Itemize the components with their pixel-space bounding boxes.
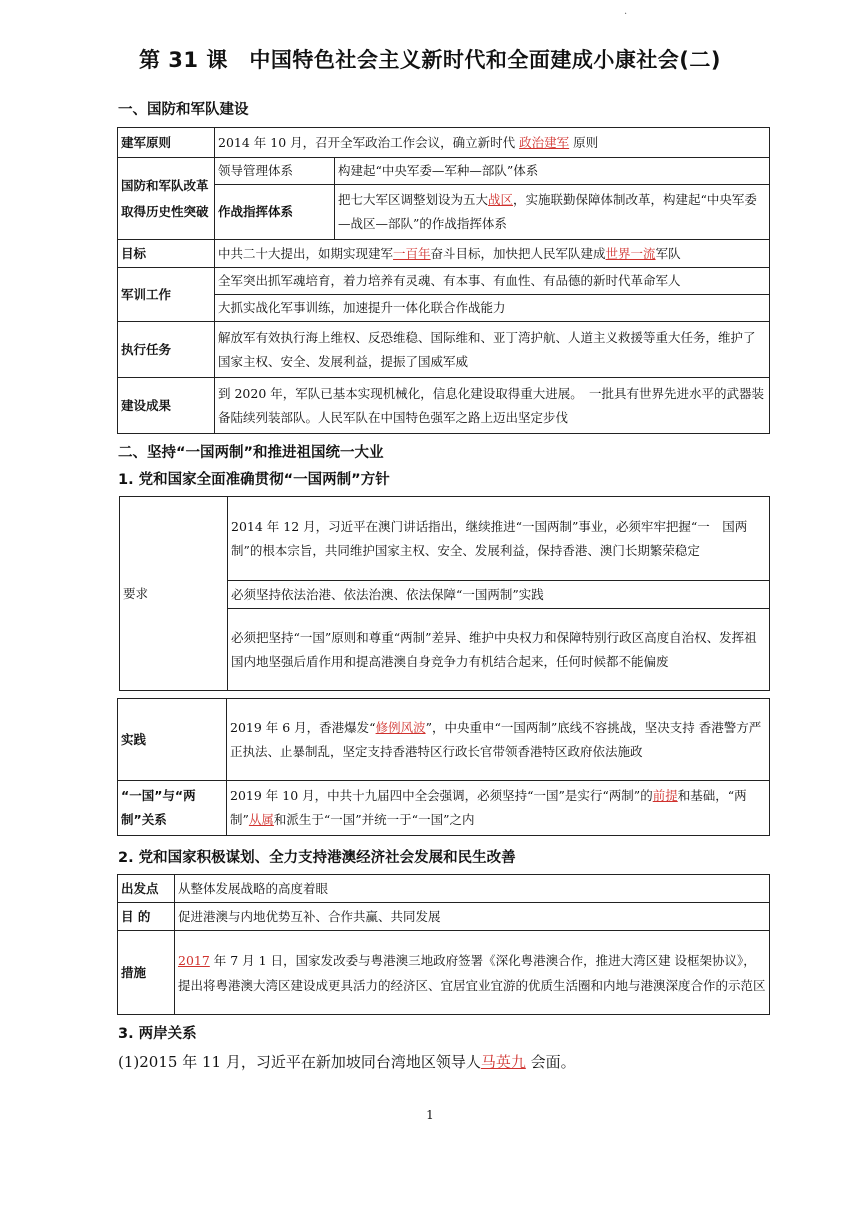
table-row	[118, 240, 770, 268]
row-label: 目 的	[118, 903, 175, 931]
table-row	[118, 322, 770, 378]
table-row	[118, 903, 770, 931]
row-content: 从整体发展战略的高度着眼	[175, 875, 770, 903]
defense-table	[117, 127, 770, 434]
table-row	[118, 378, 770, 434]
row-content: 必须坚持依法治港、依法治澳、依法保障“一国两制”实践	[228, 581, 770, 609]
key-term: 前提	[652, 788, 678, 803]
row-content: 促进港澳与内地优势互补、合作共赢、共同发展	[175, 903, 770, 931]
row-content: 中共二十大提出，如期实现建军一百年奋斗目标，加快把人民军队建成世界一流军队	[215, 240, 770, 268]
row-label: “一国”与“两制”关系	[118, 781, 227, 836]
row-content: 构建起“中央军委—军种—部队”体系	[335, 158, 770, 185]
row-content: 2017 年 7 月 1 日，国家发改委与粤港澳三地政府签署《深化粤港澳合作，推进大湾区建 设框架协议》，提出将粤港澳大湾区建设成更具活力的经济区、宜居宜业宜游的优质生活圈和内地与港澳深度合作的示范区	[175, 931, 770, 1015]
table-row	[118, 931, 770, 1015]
table-row	[118, 185, 770, 240]
table-row	[118, 128, 770, 158]
key-term: 政治建军	[519, 134, 570, 150]
key-term: 世界一流	[605, 245, 656, 261]
row-label: 目标	[118, 240, 215, 268]
row-label: 国防和军队改革取得历史性突破	[118, 158, 215, 240]
row-label: 实践	[118, 699, 227, 781]
row-content: 全军突出抓军魂培育，着力培养有灵魂、有本事、有血性、有品德的新时代革命军人	[215, 268, 770, 295]
key-term: 从属	[248, 812, 274, 827]
key-term: 战区	[488, 192, 514, 207]
row-content: 2014 年 12 月，习近平在澳门讲话指出，继续推进“一国两制”事业，必须牢牢把握“一 国两制”的根本宗旨，共同维护国家主权、安全、发展利益，保持香港、澳门长期繁荣稳定	[228, 497, 770, 581]
subsection3-heading: 3. 两岸关系	[118, 1026, 197, 1042]
section2-heading: 二、坚持“一国两制”和推进祖国统一大业	[118, 445, 384, 461]
row-label: 军训工作	[118, 268, 215, 322]
key-term: 马英九	[480, 1053, 526, 1071]
table-row	[118, 158, 770, 185]
requirements-table	[119, 496, 770, 691]
page-mark: .	[624, 6, 628, 17]
table-row	[118, 295, 770, 322]
lesson-title: 第 31 课 中国特色社会主义新时代和全面建成小康社会(二)	[138, 48, 722, 72]
table-row	[118, 699, 770, 781]
section1-heading: 一、国防和军队建设	[118, 102, 249, 118]
key-term: 一百年	[393, 245, 431, 261]
row-content: 2019 年 10 月，中共十九届四中全会强调，必须坚持“一国”是实行“两制”的前提和基础，“两制”从属和派生于“一国”并统一于“一国”之内	[227, 781, 770, 836]
row-content: 到 2020 年，军队已基本实现机械化，信息化建设取得重大进展。 一批具有世界先进水平的武器装备陆续列装部队。人民军队在中国特色强军之路上迈出坚定步伐	[215, 378, 770, 434]
row-label: 出发点	[118, 875, 175, 903]
table-row	[120, 497, 770, 581]
table-row	[118, 875, 770, 903]
sub-label: 领导管理体系	[215, 158, 335, 185]
hk-macao-table	[117, 874, 770, 1015]
table-row	[118, 781, 770, 836]
practice-table	[117, 698, 770, 836]
row-label: 建设成果	[118, 378, 215, 434]
row-content: 2014 年 10 月，召开全军政治工作会议，确立新时代 政治建军 原则	[215, 128, 770, 158]
key-term: 2017	[178, 952, 210, 968]
key-term: 修例风波	[375, 719, 426, 735]
row-label: 执行任务	[118, 322, 215, 378]
subsection2-heading: 2. 党和国家积极谋划、全力支持港澳经济社会发展和民生改善	[118, 850, 516, 866]
sub-label: 作战指挥体系	[215, 185, 335, 240]
row-label: 要求	[120, 497, 228, 691]
row-content: 2019 年 6 月，香港爆发“修例风波”，中央重申“一国两制”底线不容挑战，坚决支持 香港警方严正执法、止暴制乱，坚定支持香港特区行政长官带领香港特区政府依法施政	[227, 699, 770, 781]
row-content: 解放军有效执行海上维权、反恐维稳、国际维和、亚丁湾护航、人道主义救援等重大任务，维护了国家主权、安全、发展利益，提振了国威军威	[215, 322, 770, 378]
row-label: 建军原则	[118, 128, 215, 158]
table-row	[118, 268, 770, 295]
page-number: 1	[426, 1108, 434, 1122]
row-content: 必须把坚持“一国”原则和尊重“两制”差异、维护中央权力和保障特别行政区高度自治权、发挥祖国内地坚强后盾作用和提高港澳自身竞争力有机结合起来，任何时候都不能偏废	[228, 609, 770, 691]
cross-strait-paragraph: (1)2015 年 11 月，习近平在新加坡同台湾地区领导人马英九 会面。	[118, 1053, 576, 1071]
row-label: 措施	[118, 931, 175, 1015]
row-content: 大抓实战化军事训练，加速提升一体化联合作战能力	[215, 295, 770, 322]
subsection1-heading: 1. 党和国家全面准确贯彻“一国两制”方针	[118, 472, 390, 488]
row-content: 把七大军区调整划设为五大战区，实施联勤保障体制改革，构建起“中央军委—战区—部队”的作战指挥体系	[335, 185, 770, 240]
